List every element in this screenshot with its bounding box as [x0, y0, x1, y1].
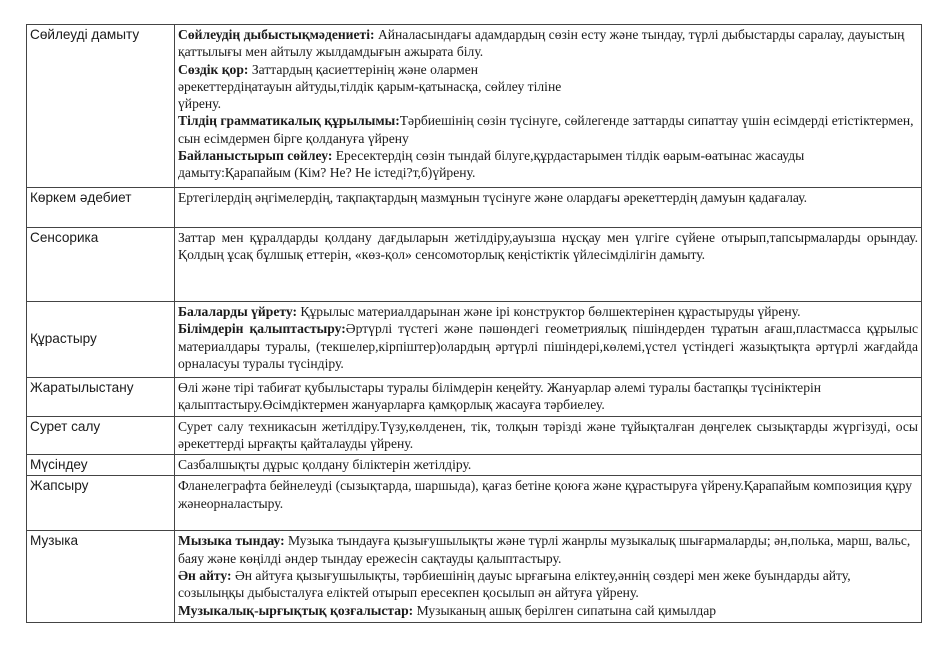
paragraph-text: Заттар мен құралдарды қолдану дағдыларын жетілдіру,ауызша нұсқау мен үлгіге сүйене отырып,тапсырмаларды орындау. Қолдың ұсақ бұлшық еттерін, «көз-қол» сенсомоторлық кеңістіктік үйлесімділігін дамыту.	[178, 230, 918, 263]
table-row	[27, 25, 922, 188]
table-row	[27, 302, 922, 378]
paragraph-text: Сурет салу техникасын жетілдіру.Түзу,көлденен, тік, толқын тәрізді және тұйықталған дөңгелек сызықтарды жүргізуді, осы әрекеттерді ырғақты қайталауды үйрену.	[178, 418, 918, 451]
table-row	[27, 378, 922, 417]
paragraph-heading: Білімдерін қалыптастыру:	[178, 321, 346, 337]
paragraph	[178, 456, 918, 473]
paragraph	[178, 95, 918, 112]
curriculum-table	[26, 24, 922, 623]
table-row	[27, 188, 922, 228]
paragraph	[178, 379, 918, 414]
paragraph-heading: Мызыка тындау:	[178, 533, 285, 549]
paragraph	[178, 229, 918, 264]
subject-cell: Сөйлеуді дамыту	[27, 25, 175, 188]
paragraph-text: Сазбалшықты дұрыс қолдану біліктерін жетілдіру.	[178, 457, 472, 473]
content-cell	[175, 455, 922, 476]
paragraph-text: Ән айтуға қызығушылықты, тәрбиешінің дауыс ырғағына еліктеу,әннің сөздері мен жеке буындарды айту, созылыңқы дыбысталуға еліктей отырып ересекпен қосылып ән айтуға үйрену.	[178, 568, 851, 601]
paragraph	[178, 61, 918, 78]
subject-cell: Көркем әдебиет	[27, 188, 175, 228]
paragraph-text: Фланелеграфта бейнелеуді (сызықтарда, шаршыда), қағаз бетіне қоюға және құрастыруға үйрену.Қарапайым композиция құру жәнеорналастыру.	[178, 478, 913, 511]
paragraph-text: Құрылыс материалдарынан және ірі конструктор бөлшектерінен құрастыруды үйрену.	[297, 304, 801, 319]
content-cell	[175, 476, 922, 531]
paragraph	[178, 78, 918, 95]
paragraph-text: Тәрбиешінің сөзін түсінуге, сөйлегенде заттарды сипаттау үшін есімдерді етістіктермен, сын есімдермен бірге қолдануға үйрену	[178, 113, 914, 146]
paragraph-text: әрекеттердіңатауын айтуды,тілдік қарым-қатынасқа, сөйлеу тіліне	[178, 78, 562, 94]
table-row	[27, 228, 922, 302]
paragraph-text: Әртүрлі түстегі және пәшөндегі геометриялық пішіндерден тұратын ағаш,пластмасса құрылыс материалдары туралы, (текшелер,кірпіштер)олардың әртүрлі пішіндері,көлемі,үстел үстіндегі жазықтықта әртүрлі жағдайда орналасуы туралы түсіндіру.	[178, 321, 919, 371]
subject-cell: Сенсорика	[27, 228, 175, 302]
paragraph-text: Музыканың ашық берілген сипатына сай қимылдар	[413, 602, 717, 618]
paragraph	[178, 477, 918, 512]
paragraph-heading: Ән айту:	[178, 568, 232, 584]
table-row	[27, 531, 922, 623]
paragraph	[178, 303, 918, 320]
paragraph-text: Заттардың қасиеттерінің және олармен	[248, 61, 479, 77]
paragraph-text: үйрену.	[178, 96, 222, 112]
paragraph-heading: Тілдің грамматикалық құрылымы:	[178, 113, 400, 129]
paragraph	[178, 418, 918, 453]
content-cell	[175, 416, 922, 455]
content-cell	[175, 378, 922, 417]
paragraph	[178, 532, 918, 567]
content-cell	[175, 188, 922, 228]
paragraph-heading: Байланыстырып сөйлеу:	[178, 148, 333, 164]
paragraph-heading: Музыкалық-ырғықтық қозғалыстар:	[178, 602, 414, 618]
subject-cell: Мүсіндеу	[27, 455, 175, 476]
subject-cell: Жапсыру	[27, 476, 175, 531]
paragraph-text: Ересектердің сөзін тындай білуге,құрдастарымен тілдік өарым-өатынас жасауды дамыту:Қарапайым (Кім? Не? Не істеді?т,б)үйрену.	[178, 148, 805, 181]
paragraph-text: Музыка тындауға қызығушылықты және түрлі жанрлы музыкалық шығармаларды; ән,полька, марш, вальс, баяу және көңілді әндер тындау ережесін сақтауды қалыптастыру.	[178, 533, 911, 566]
content-cell	[175, 302, 922, 378]
paragraph	[178, 602, 918, 619]
subject-cell: Құрастыру	[27, 302, 175, 378]
paragraph	[178, 567, 918, 602]
paragraph	[178, 112, 918, 147]
table-row	[27, 476, 922, 531]
paragraph	[178, 320, 918, 372]
paragraph	[178, 147, 918, 182]
subject-cell: Музыка	[27, 531, 175, 623]
paragraph-text: Айналасындағы адамдардың сөзін есту және тындау, түрлі дыбыстарды саралау, дауыстың қаттылығы мен айтылу жылдамдығын ажырата білу.	[178, 27, 905, 60]
paragraph-text: Өлі және тірі табиғат қубылыстары туралы білімдерін кеңейту. Жануарлар әлемі туралы бастапқы түсініктерін қалыптастыру.Өсімдіктермен жануарларға қамқорлық жасауға тәрбиелеу.	[178, 380, 822, 413]
subject-cell: Сурет салу	[27, 416, 175, 455]
paragraph	[178, 26, 918, 61]
table-row	[27, 455, 922, 476]
content-cell	[175, 531, 922, 623]
table-row	[27, 416, 922, 455]
paragraph-heading: Сөздік қор:	[178, 61, 249, 77]
paragraph-text: Ертегілердің әңгімелердің, тақпақтардың мазмұнын түсінуге және олардағы әрекеттердің дамуын қадағалау.	[178, 190, 808, 205]
paragraph-heading: Балаларды үйрету:	[178, 304, 298, 319]
subject-cell: Жаратылыстану	[27, 378, 175, 417]
content-cell	[175, 25, 922, 188]
content-cell	[175, 228, 922, 302]
paragraph-heading: Сөйлеудің дыбыстықмәдениеті:	[178, 27, 375, 42]
paragraph	[178, 189, 918, 206]
